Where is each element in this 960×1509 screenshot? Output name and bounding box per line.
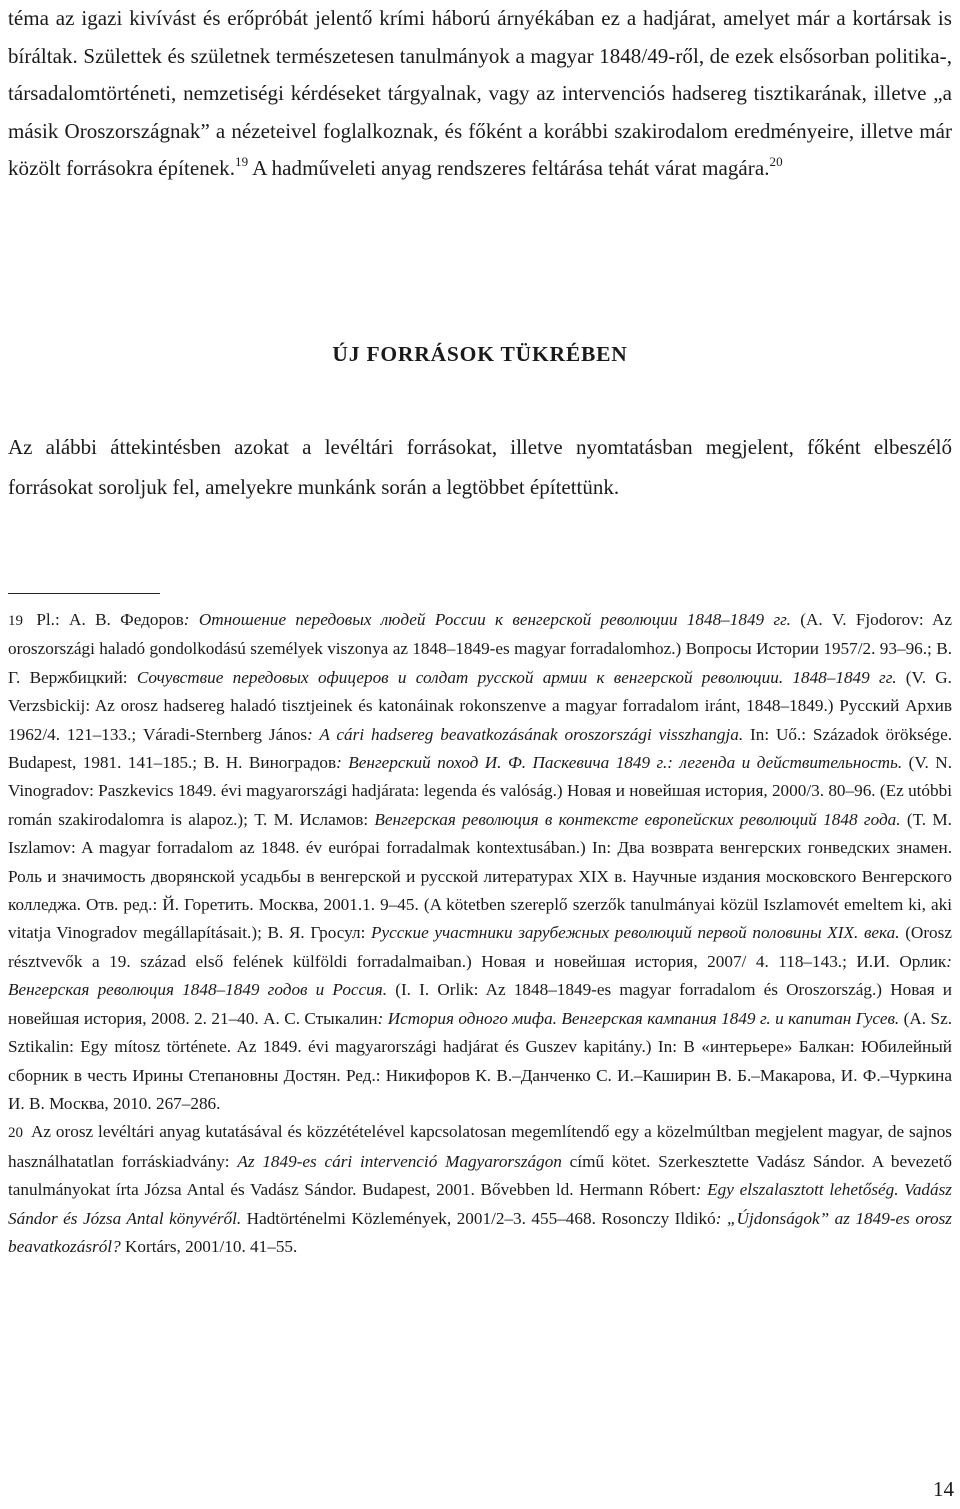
fn20-seg: című kötet. Szerkesztette Vadász Sándor. A bevezető tanulmányokat írta Józsa Antal és Vadász Sándor. Budapest, 2001. Bővebben ld. Hermann Róbert bbox=[8, 1151, 953, 1200]
paragraph-text: téma az igazi kivívást és erőpróbát jelentő krími háború árnyékában ez a hadjárat, amelyet már a kortársak is bíráltak. Születtek és születnek természetesen tanulmányok a magyar 1848/49-ről, de ezek elsősorban politika-, társadalomtörténeti, nemzetiségi kérdéseket tárgyalnak, vagy az intervenciós hadsereg tisztikarának, illetve „a másik Oroszországnak” a nézeteivel foglalkoznak, és főként a korábbi szakirodalom eredményeire, illetve már közölt forrásokra építenek. bbox=[8, 6, 952, 180]
fn19-seg: Русские участники зарубежных революций первой половины XIX. века. bbox=[371, 923, 900, 943]
fn19-seg: (A. Sz. Sztikalin: Egy mítosz története. Az 1849. évi magyarországi hadjárat és Guszev kapitány.) In: В «интерьере» Балкан: Юбилейный сборник в честь Ирины Степановны Достян. Ред.: Никифоров К. В.–Данченко С. И.–Каширин В. Б.–Макарова, И. Ф.–Чуркина И. В. Москва, 2010. 267–286. bbox=[8, 1008, 953, 1113]
fn19-seg: (V. N. Vinogradov: Paszkevics 1849. évi magyarországi hadjárata: legenda és valóság.) Новая и новейшая история, 2000/3. 80–96. (Ez utóbbi román szakirodalomra is alapoz.); Т. М. Исламов: bbox=[8, 753, 952, 829]
fn20-seg: : Egy elszalasztott lehetőség. Vadász Sándor és Józsa Antal könyvéről. bbox=[8, 1180, 952, 1228]
footnote-ref-20[interactable]: 20 bbox=[769, 154, 783, 169]
fn19-seg: (А. V. Fjodorov: Az oroszországi haladó gondolkodású személyek viszonya az 1848–1849-es magyar forradalomhoz.) Вопросы Истории 1957/2. 93–96.; В. Г. Вержбицкий: bbox=[8, 610, 953, 687]
fn19-seg: : История одного мифа. Венгерская кампания 1849 г. и капитан Гусев. bbox=[377, 1008, 900, 1028]
footnote-20 bbox=[8, 1118, 952, 1261]
fn19-seg: In: Uő.: Századok öröksége. Budapest, 1981. 141–185.; В. Н. Виноградов bbox=[8, 724, 952, 773]
footnotes bbox=[8, 606, 952, 1261]
fn19-seg: (V. G. Verzsbickij: Az orosz hadsereg haladó tisztjeinek és katonáinak rokonszenve a magyar forradalom iránt, 1848–1849.) Русский Архив 1962/4. 121–133.; Váradi-Sternberg János bbox=[8, 667, 952, 744]
fn19-seg: : Отношение передовых людей России к венгерской революции 1848–1849 гг. bbox=[183, 610, 791, 629]
footnote-separator bbox=[8, 593, 160, 594]
fn19-seg: (I. I. Orlik: Az 1848–1849-es magyar forradalom és Oroszország.) Новая и новейшая история, 2008. 2. 21–40. А. С. Стыкалин bbox=[8, 980, 952, 1028]
fn19-seg: : Венгерский поход И. Ф. Паскевича 1849 г.: легенда и действительность. bbox=[336, 753, 903, 773]
fn20-seg: Kortárs, 2001/10. 41–55. bbox=[120, 1236, 298, 1256]
document-page bbox=[8, 0, 953, 1256]
fn20-seg: Az 1849-es cári intervenció Magyarországon bbox=[237, 1151, 562, 1171]
footnote-19 bbox=[8, 606, 952, 1118]
fn19-seg: (Orosz résztvevők a 19. század első felének külföldi forradalmaiban.) Новая и новейшая история, 2007/ 4. 118–143.; И.И. Орлик bbox=[8, 923, 952, 971]
footnote-ref-19[interactable]: 19 bbox=[235, 154, 249, 169]
fn19-seg: Сочувствие передовых офицеров и солдат русской армии к венгерской революции. 1848–1849 гг. bbox=[136, 667, 897, 687]
footnote-number: 19 bbox=[8, 613, 23, 629]
section-heading: ÚJ FORRÁSOK TÜKRÉBEN bbox=[332, 342, 628, 366]
intro-paragraph: Az alábbi áttekintésben azokat a levéltári forrásokat, illetve nyomtatásban megjelent, főként elbeszélő forrásokat soroljuk fel, amelyekre munkánk során a legtöbbet építettünk. bbox=[8, 435, 952, 499]
fn20-seg: Az orosz levéltári anyag kutatásával és közzétételével kapcsolatosan megemlítendő egy a közelmúltban megjelent magyar, de sajnos használhatatlan forráskiadvány: bbox=[8, 1122, 952, 1171]
paragraph-text-tail: A hadműveleti anyag rendszeres feltárása tehát várat magára. bbox=[248, 156, 770, 180]
fn19-seg: Венгерская революция в контексте европейских революций 1848 года. bbox=[374, 809, 901, 829]
fn19-seg: Pl.: А. В. Федоров bbox=[36, 610, 184, 629]
fn19-seg: : Венгерская революция 1848–1849 годов и Россия. bbox=[8, 951, 952, 1000]
page-number: 14 bbox=[933, 1477, 954, 1501]
fn19-seg: : A cári hadsereg beavatkozásának oroszországi visszhangja. bbox=[307, 724, 744, 744]
footnote-number: 20 bbox=[8, 1125, 23, 1142]
body-paragraph bbox=[8, 0, 952, 188]
fn19-seg: (T. M. Iszlamov: A magyar forradalom az 1848. év európai forradalmak kontextusában.) In: Два возврата венгерских гонведских знамен. Роль и значимость дворянской усадьбы в венгерской и русской литературах XIX в. Научные издания московского Венгерского колледжа. Отв. ред.: Й. Горетить. Москва, 2001.1. 9–45. (A kötetben szereplő szerzők tanulmányai közül Iszlamovét emeltem ki, aki vitatja Vinogradov megállapításait.); В. Я. Гросул: bbox=[8, 809, 952, 943]
fn20-seg: : „Újdonságok” az 1849-es orosz beavatkozásról? bbox=[8, 1208, 952, 1256]
fn20-seg: Hadtörténelmi Közlemények, 2001/2–3. 455–468. Rosonczy Ildikó bbox=[241, 1208, 716, 1228]
